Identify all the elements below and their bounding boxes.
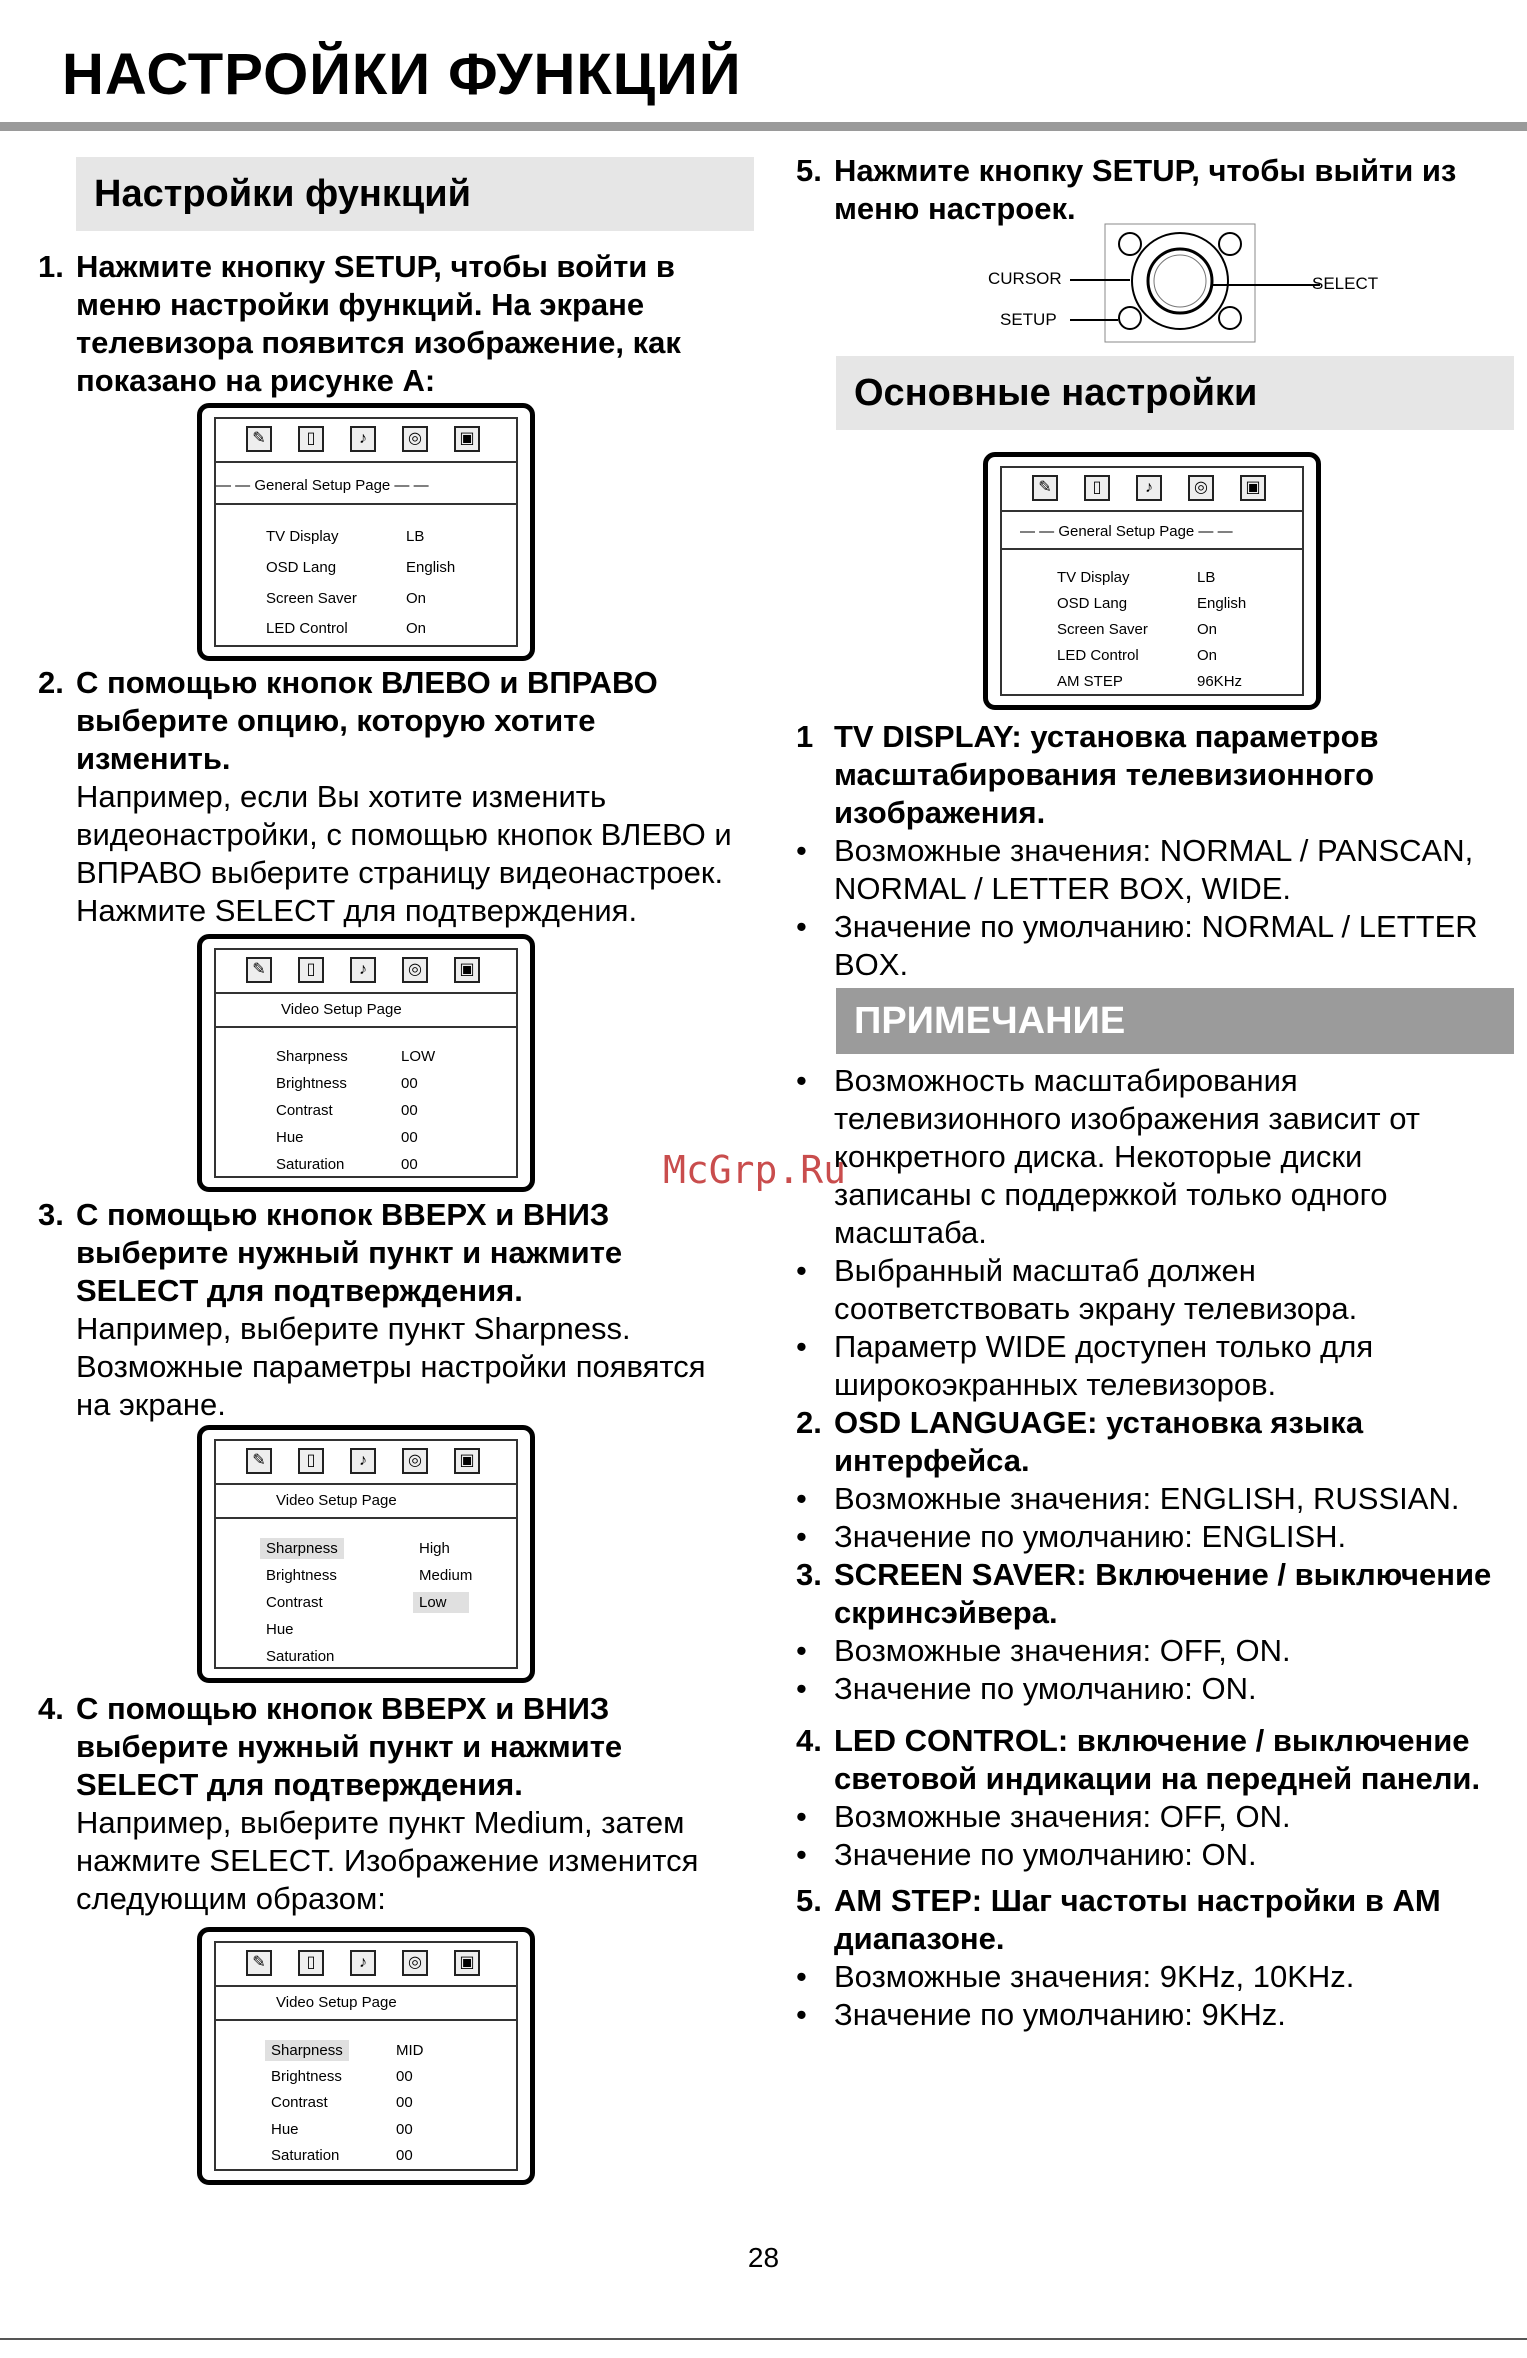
menu-row-value: English <box>1197 595 1247 612</box>
page-title: НАСТРОЙКИ ФУНКЦИЙ <box>62 42 742 107</box>
menu-screen-general-setup <box>197 403 535 661</box>
bullet-marker: • <box>796 1329 807 1364</box>
note-heading: ПРИМЕЧАНИЕ <box>836 988 1514 1054</box>
speaker-icon: ▯ <box>298 426 324 452</box>
bullet-marker: • <box>796 909 807 944</box>
bullet-saver-default <box>796 1670 1516 1708</box>
audio-icon: ♪ <box>350 1448 376 1474</box>
bullet-marker: • <box>796 1633 807 1668</box>
bullet-marker: • <box>796 1959 807 1994</box>
menu-row-value: 00 <box>396 2147 413 2164</box>
speaker-icon: ▯ <box>1084 475 1110 501</box>
menu-icon-bar <box>216 419 516 463</box>
wrench-icon: ✎ <box>246 1950 272 1976</box>
menu-row-value: On <box>406 590 427 607</box>
menu-row-value: 00 <box>396 2094 413 2111</box>
note-bullet-3 <box>796 1328 1496 1404</box>
bullet-marker: • <box>796 1799 807 1834</box>
watermark: McGrp.Ru <box>663 1148 847 1192</box>
menu-row-value: 00 <box>401 1156 418 1173</box>
setting-description: SCREEN SAVER: Включение / выключение скринсэйвера. <box>834 1557 1492 1630</box>
menu-row-value: LB <box>1197 569 1216 586</box>
menu-row-value: LB <box>406 528 425 545</box>
bullet-text: Значение по умолчанию: ON. <box>834 1837 1257 1872</box>
menu-row-label: OSD Lang <box>1057 595 1128 612</box>
item-number: 4. <box>796 1723 822 1758</box>
setting-screen-saver <box>796 1556 1516 1632</box>
step-instruction: С помощью кнопок ВЛЕВО и ВПРАВО выберите опцию, которую хотите изменить. <box>76 665 658 776</box>
menu-row-value: MID <box>396 2042 424 2059</box>
menu-row-value: 00 <box>401 1129 418 1146</box>
menu-row-value: On <box>406 620 427 637</box>
page-number: 28 <box>747 2242 780 2273</box>
menu-row-label: AM STEP <box>1057 673 1123 690</box>
audio-icon: ♪ <box>350 957 376 983</box>
setup-page-title: — — General Setup Page — — <box>216 477 429 494</box>
menu-row-label: LED Control <box>266 620 348 637</box>
setup-page-title: Video Setup Page <box>276 1994 397 2011</box>
bullet-text: Выбранный масштаб должен соответствовать экрану телевизора. <box>834 1253 1358 1326</box>
disc-icon: ◎ <box>402 426 428 452</box>
item-number: 1 <box>796 719 814 754</box>
bullet-marker: • <box>796 1671 807 1706</box>
setup-page-title: Video Setup Page <box>276 1492 397 1509</box>
bullet-text: Значение по умолчанию: 9KHz. <box>834 1997 1286 2032</box>
menu-option-selected: Low <box>419 1593 469 1613</box>
cursor-label: CURSOR <box>988 269 1062 288</box>
menu-row-value: 00 <box>401 1102 418 1119</box>
menu-icon-bar <box>1002 468 1302 512</box>
step-5-exit <box>796 152 1516 228</box>
menu-row-value: On <box>1197 647 1218 664</box>
bullet-marker: • <box>796 1997 807 2032</box>
menu-row-label: Brightness <box>271 2068 342 2085</box>
setting-tv-display <box>796 718 1516 832</box>
menu-row-label: Hue <box>276 1129 304 1146</box>
setup-label: SETUP <box>1000 310 1057 329</box>
section-heading-basic-settings: Основные настройки <box>836 356 1514 430</box>
speaker-icon: ▯ <box>298 957 324 983</box>
menu-row-label: TV Display <box>1057 569 1130 586</box>
menu-row-label: Brightness <box>276 1075 347 1092</box>
step-example: Например, выберите пункт Sharpness. Возможные параметры настройки появятся на экране. <box>76 1311 706 1422</box>
bullet-marker: • <box>796 1253 807 1288</box>
menu-icon-bar <box>216 950 516 994</box>
bullet-text: Возможные значения: OFF, ON. <box>834 1633 1291 1668</box>
bullet-text: Возможность масштабирования телевизионного изображения зависит от конкретного диска. Некоторые диски записаны с поддержкой только одного масштаба. <box>834 1063 1421 1250</box>
menu-row-label: Saturation <box>266 1648 335 1665</box>
menu-screen-video-mid <box>197 1927 535 2185</box>
menu-row-value: 96KHz <box>1197 673 1243 690</box>
menu-row-value: 00 <box>396 2121 413 2138</box>
bullet-marker: • <box>796 1519 807 1554</box>
step-2 <box>38 664 738 930</box>
menu-row-label: TV Display <box>266 528 339 545</box>
menu-row-value: On <box>1197 621 1218 638</box>
title-divider <box>0 122 1527 131</box>
bullet-am-default <box>796 1996 1516 2034</box>
disc-icon: ◎ <box>1188 475 1214 501</box>
bullet-marker: • <box>796 833 807 868</box>
menu-row-label: Hue <box>266 1621 294 1638</box>
menu-row-label: Brightness <box>266 1567 337 1584</box>
menu-row-label: LED Control <box>1057 647 1139 664</box>
bullet-osd-default <box>796 1518 1516 1556</box>
disc-icon: ◎ <box>402 957 428 983</box>
speaker-icon: ▯ <box>298 1448 324 1474</box>
menu-row-label: Screen Saver <box>1057 621 1148 638</box>
wrench-icon: ✎ <box>246 1448 272 1474</box>
bullet-led-default <box>796 1836 1516 1874</box>
menu-row-value: 00 <box>401 1075 418 1092</box>
select-label: SELECT <box>1312 274 1379 293</box>
step-number: 5. <box>796 153 822 188</box>
bottom-divider <box>0 2338 1527 2340</box>
bullet-am-values <box>796 1958 1516 1996</box>
remote-control-diagram <box>980 222 1379 344</box>
bullet-tv-values <box>796 832 1516 908</box>
picture-icon: ▣ <box>454 1950 480 1976</box>
section-heading-function-settings: Настройки функций <box>76 157 754 231</box>
setting-description: TV DISPLAY: установка параметров масштабирования телевизионного изображения. <box>834 719 1379 830</box>
step-instruction: Нажмите кнопку SETUP, чтобы войти в меню настройки функций. На экране телевизора появится изображение, как показано на рисунке A: <box>76 249 681 398</box>
setting-description: LED CONTROL: включение / выключение световой индикации на передней панели. <box>834 1723 1481 1796</box>
setup-page-title: Video Setup Page <box>281 1001 402 1018</box>
bullet-text: Возможные значения: ENGLISH, RUSSIAN. <box>834 1481 1460 1516</box>
menu-row-label: Contrast <box>266 1594 323 1611</box>
setting-description: AM STEP: Шаг частоты настройки в AM диапазоне. <box>834 1883 1441 1956</box>
bullet-text: Возможные значения: 9KHz, 10KHz. <box>834 1959 1355 1994</box>
menu-row-label: Sharpness <box>266 1539 344 1559</box>
menu-row-value: 00 <box>396 2068 413 2085</box>
bullet-text: Возможные значения: OFF, ON. <box>834 1799 1291 1834</box>
menu-row-label: Hue <box>271 2121 299 2138</box>
disc-icon: ◎ <box>402 1950 428 1976</box>
setup-page-title: — — General Setup Page — — <box>1020 523 1233 540</box>
setting-description: OSD LANGUAGE: установка языка интерфейса. <box>834 1405 1364 1478</box>
bullet-osd-values <box>796 1480 1516 1518</box>
menu-row-value: English <box>406 559 456 576</box>
menu-icon-bar <box>216 1441 516 1485</box>
step-number: 1. <box>38 249 64 284</box>
bullet-marker: • <box>796 1063 807 1098</box>
item-number: 2. <box>796 1405 822 1440</box>
audio-icon: ♪ <box>1136 475 1162 501</box>
audio-icon: ♪ <box>350 1950 376 1976</box>
note-bullet-2 <box>796 1252 1496 1328</box>
step-instruction: С помощью кнопок ВВЕРХ и ВНИЗ выберите нужный пункт и нажмите SELECT для подтверждения. <box>76 1197 623 1308</box>
item-number: 3. <box>796 1557 822 1592</box>
menu-row-label: Contrast <box>276 1102 333 1119</box>
step-instruction: С помощью кнопок ВВЕРХ и ВНИЗ выберите нужный пункт и нажмите SELECT для подтверждения. <box>76 1691 623 1802</box>
picture-icon: ▣ <box>454 1448 480 1474</box>
step-number: 3. <box>38 1197 64 1232</box>
menu-row-value: LOW <box>401 1048 436 1065</box>
menu-screen-video-options <box>197 1425 535 1683</box>
menu-row-label: Sharpness <box>271 2041 349 2061</box>
picture-icon: ▣ <box>454 957 480 983</box>
setting-am-step <box>796 1882 1516 1958</box>
menu-row-label: Sharpness <box>276 1048 348 1065</box>
step-example: Например, выберите пункт Medium, затем нажмите SELECT. Изображение изменится следующим образом: <box>76 1805 699 1916</box>
setting-led-control <box>796 1722 1516 1798</box>
picture-icon: ▣ <box>454 426 480 452</box>
bullet-saver-values <box>796 1632 1516 1670</box>
menu-row-label: OSD Lang <box>266 559 337 576</box>
audio-icon: ♪ <box>350 426 376 452</box>
menu-option: High <box>419 1540 450 1557</box>
menu-row-label: Screen Saver <box>266 590 357 607</box>
bullet-led-values <box>796 1798 1516 1836</box>
bullet-text: Возможные значения: NORMAL / PANSCAN, NORMAL / LETTER BOX, WIDE. <box>834 833 1474 906</box>
step-example: Например, если Вы хотите изменить видеонастройки, с помощью кнопок ВЛЕВО и ВПРАВО выберите страницу видеонастроек. Нажмите SELECT для подтверждения. <box>76 779 732 928</box>
picture-icon: ▣ <box>1240 475 1266 501</box>
step-3 <box>38 1196 738 1424</box>
bullet-text: Параметр WIDE доступен только для широкоэкранных телевизоров. <box>834 1329 1374 1402</box>
bullet-marker: • <box>796 1837 807 1872</box>
step-1 <box>38 248 738 400</box>
wrench-icon: ✎ <box>246 426 272 452</box>
setting-osd-language <box>796 1404 1516 1480</box>
menu-row-label: Contrast <box>271 2094 328 2111</box>
step-number: 2. <box>38 665 64 700</box>
menu-row-label: Saturation <box>276 1156 345 1173</box>
bullet-tv-default <box>796 908 1516 984</box>
wrench-icon: ✎ <box>246 957 272 983</box>
step-number: 4. <box>38 1691 64 1726</box>
menu-row-label: Saturation <box>271 2147 340 2164</box>
disc-icon: ◎ <box>402 1448 428 1474</box>
menu-option: Medium <box>419 1567 473 1584</box>
menu-screen-video-setup <box>197 934 535 1192</box>
speaker-icon: ▯ <box>298 1950 324 1976</box>
bullet-marker: • <box>796 1481 807 1516</box>
bullet-text: Значение по умолчанию: ON. <box>834 1671 1257 1706</box>
bullet-text: Значение по умолчанию: ENGLISH. <box>834 1519 1347 1554</box>
step-4 <box>38 1690 738 1918</box>
wrench-icon: ✎ <box>1032 475 1058 501</box>
item-number: 5. <box>796 1883 822 1918</box>
menu-screen-general-setup-am <box>983 452 1321 710</box>
menu-icon-bar <box>216 1943 516 1987</box>
bullet-text: Значение по умолчанию: NORMAL / LETTER BOX. <box>834 909 1478 982</box>
step-instruction: Нажмите кнопку SETUP, чтобы выйти из меню настроек. <box>834 153 1457 226</box>
note-bullet-1 <box>796 1062 1496 1252</box>
